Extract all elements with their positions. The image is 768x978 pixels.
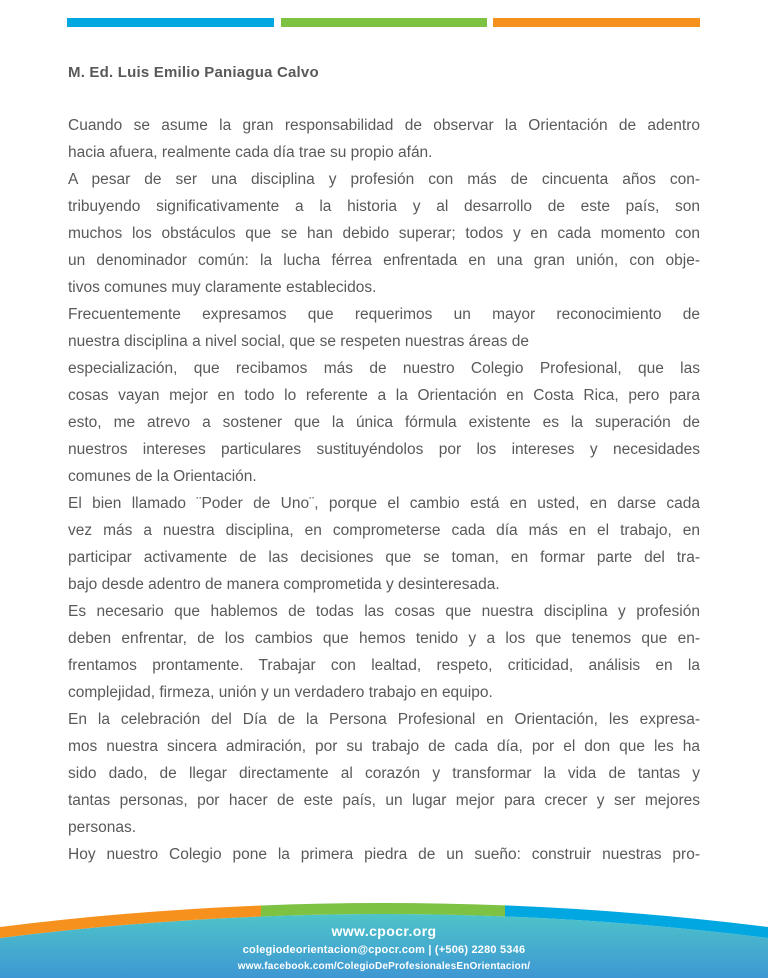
body-text-line: El bien llamado ¨Poder de Uno¨, porque el cambio está en usted, en darse cada bbox=[68, 495, 700, 512]
body-text-line: participar activamente de las decisiones que se toman, en formar parte del tra- bbox=[68, 549, 700, 566]
header-bar-blue bbox=[67, 18, 274, 27]
footer-text-block bbox=[0, 922, 768, 973]
body-text-line: Cuando se asume la gran responsabilidad de observar la Orientación de adentro bbox=[68, 117, 700, 134]
footer-website-url: www.cpocr.org bbox=[331, 923, 437, 939]
body-text-line: sido dado, de llegar directamente al corazón y transformar la vida de tantas y bbox=[68, 765, 700, 782]
body-text-line: muchos los obstáculos que se han debido superar; todos y en cada momento con bbox=[68, 225, 700, 242]
body-text-line: tivos comunes muy claramente establecidos. bbox=[68, 279, 377, 296]
footer-facebook-url: www.facebook.com/ColegioDeProfesionalesEnOrientacion/ bbox=[237, 961, 531, 972]
body-text-line: comunes de la Orientación. bbox=[68, 468, 257, 485]
author-byline: M. Ed. Luis Emilio Paniagua Calvo bbox=[68, 64, 319, 81]
body-text-line: Frecuentemente expresamos que requerimos un mayor reconocimiento de bbox=[68, 306, 700, 323]
body-text-line: personas. bbox=[68, 819, 137, 836]
body-text-line: nuestros intereses particulares sustituyéndolos por los intereses y necesidades bbox=[68, 441, 700, 458]
body-text-line: En la celebración del Día de la Persona Profesional en Orientación, les expresa- bbox=[68, 711, 700, 728]
body-text-line: complejidad, firmeza, unión y un verdadero trabajo en equipo. bbox=[68, 684, 493, 701]
body-text-line: A pesar de ser una disciplina y profesión con más de cincuenta años con- bbox=[68, 171, 700, 188]
body-text-line: Hoy nuestro Colegio pone la primera piedra de un sueño: construir nuestras pro- bbox=[68, 846, 700, 863]
header-bar-green bbox=[281, 18, 487, 27]
body-text-line: bajo desde adentro de manera comprometida y desinteresada. bbox=[68, 576, 500, 593]
body-text-line: especialización, que recibamos más de nuestro Colegio Profesional, que las bbox=[68, 360, 700, 377]
footer-email-phone: colegiodeorientacion@cpocr.com | (+506) 2280 5346 bbox=[242, 944, 526, 956]
body-text-line: esto, me atrevo a sostener que la única fórmula existente es la superación de bbox=[68, 414, 700, 431]
article-body bbox=[68, 112, 700, 868]
body-text-line: hacia afuera, realmente cada día trae su propio afán. bbox=[68, 144, 433, 161]
body-text-line: nuestra disciplina a nivel social, que se respeten nuestras áreas de bbox=[68, 333, 529, 350]
body-text-line: cosas vayan mejor en todo lo referente a la Orientación en Costa Rica, pero para bbox=[68, 387, 700, 404]
body-text-line: tantas personas, por hacer de este país, un lugar mejor para crecer y ser mejores bbox=[68, 792, 700, 809]
body-text-line: tribuyendo significativamente a la historia y al desarrollo de este país, son bbox=[68, 198, 700, 215]
header-bar-orange bbox=[493, 18, 700, 27]
body-text-line: mos nuestra sincera admiración, por su trabajo de cada día, por el don que les ha bbox=[68, 738, 700, 755]
body-text-line: un denominador común: la lucha férrea enfrentada en una gran unión, con obje- bbox=[68, 252, 700, 269]
body-text-line: deben enfrentar, de los cambios que hemos tenido y a los que tenemos que en- bbox=[68, 630, 700, 647]
body-text-line: vez más a nuestra disciplina, en comprometerse cada día más en el trabajo, en bbox=[68, 522, 700, 539]
body-text-line: Es necesario que hablemos de todas las cosas que nuestra disciplina y profesión bbox=[68, 603, 700, 620]
body-text-line: frentamos prontamente. Trabajar con lealtad, respeto, criticidad, análisis en la bbox=[68, 657, 700, 674]
